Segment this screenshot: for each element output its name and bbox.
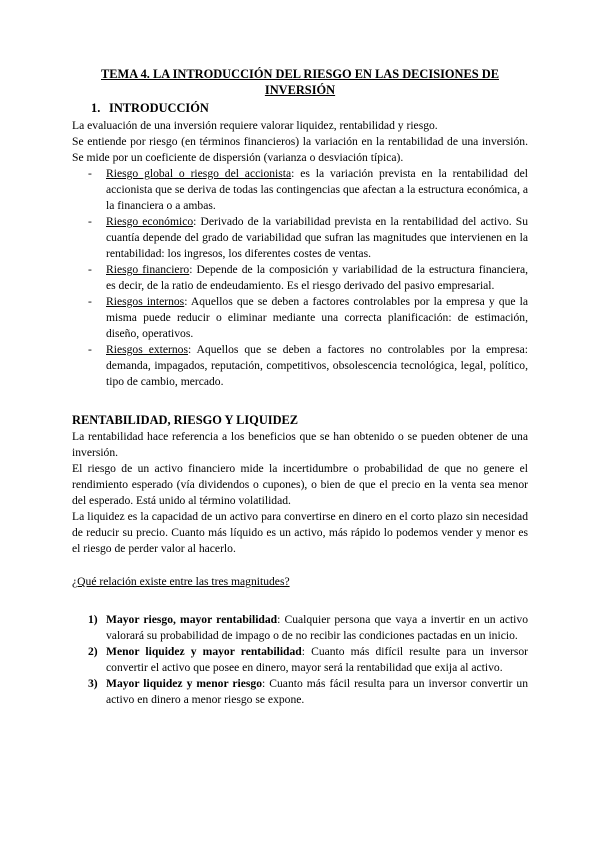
- list-item-riesgo-economico: [72, 214, 528, 262]
- section-title: INTRODUCCIÓN: [109, 101, 209, 115]
- item-text: : Cuanto más fácil resulta para un inversor convertir un activo en dinero a menor riesgo se expone.: [106, 677, 529, 706]
- list-item-text: : Derivado de la variabilidad prevista en la rentabilidad del activo. Su cuantía depende del grado de variabilidad que sufran las magnitudes que intervienen en la rentabilidad: los ingresos, los diferentes costes de ventas.: [106, 215, 529, 260]
- list-item-relation-1: [72, 612, 528, 644]
- list-item-term: Riesgo financiero: [106, 263, 190, 276]
- item-text: : Cuanto más difícil resulte para un inversor convertir el activo que posee en dinero, mayor será la rentabilidad que exija al activo.: [106, 645, 528, 674]
- question-text: ¿Qué relación existe entre las tres magnitudes?: [72, 575, 290, 588]
- item-number: 3): [88, 677, 98, 690]
- dash-bullet: -: [88, 167, 92, 180]
- document-page: [72, 66, 528, 708]
- dash-bullet: -: [88, 215, 92, 228]
- dash-bullet: -: [88, 295, 92, 308]
- list-item-riesgos-externos: [72, 342, 528, 390]
- section-number: 1.: [91, 101, 101, 115]
- list-item-term: Riesgos internos: [106, 295, 185, 308]
- relations-list: [72, 612, 528, 708]
- rentabilidad-paragraph: La rentabilidad hace referencia a los beneficios que se han obtenido o se pueden obtener de una inversión.: [72, 430, 528, 459]
- list-item-relation-2: [72, 644, 528, 676]
- document-title: TEMA 4. LA INTRODUCCIÓN DEL RIESGO EN LAS DECISIONES DE INVERSIÓN: [101, 67, 499, 97]
- item-number: 2): [88, 645, 98, 658]
- list-item-term: Riesgos externos: [106, 343, 188, 356]
- list-item-text: : es la variación prevista en la rentabilidad del accionista que se deriva de todas las contingencias que afectan a la estructura económica, a la financiera o a ambas.: [106, 167, 529, 212]
- item-text: : Cualquier persona que vaya a invertir en un activo valorará su probabilidad de impago o de no recibir las condiciones pactadas en un inicio.: [106, 613, 528, 642]
- list-item-term: Riesgo económico: [106, 215, 194, 228]
- list-item-text: : Aquellos que se deben a factores no controlables por la empresa: demanda, impagados, reputación, competitivos, obsolescencia tecnológica, legal, político, tipo de cambio, mercado.: [106, 343, 528, 388]
- risk-types-list: [72, 166, 528, 390]
- item-bold-lead: Mayor liquidez y menor riesgo: [106, 677, 263, 690]
- list-item-text: : Depende de la composición y variabilidad de la estructura financiera, es decir, de la ratio de endeudamiento. Es el riesgo derivado del pasivo empresarial.: [106, 263, 528, 292]
- item-bold-lead: Mayor riesgo, mayor rentabilidad: [106, 613, 278, 626]
- list-item-riesgo-global: [72, 166, 528, 214]
- list-item-text: : Aquellos que se deben a factores controlables por la empresa y que la misma puede reducir o eliminar mediante una correcta planificación: de estimación, diseño, operativos.: [106, 295, 528, 340]
- riesgo-paragraph: El riesgo de un activo financiero mide la incertidumbre o probabilidad de que no genere el rendimiento esperado (vía dividendos o cupones), o bien de que el precio en la venta sea menor del esperado. Está unido al término volatilidad.: [72, 462, 528, 507]
- dash-bullet: -: [88, 263, 92, 276]
- liquidez-paragraph: La liquidez es la capacidad de un activo para convertirse en dinero en el corto plazo sin necesidad de reducir su precio. Cuanto más líquido es un activo, más rápido lo podemos vender y menor es el riesgo de perder valor al hacerlo.: [72, 510, 528, 555]
- dash-bullet: -: [88, 343, 92, 356]
- intro-paragraph-1: La evaluación de una inversión requiere valorar liquidez, rentabilidad y riesgo.: [72, 119, 438, 132]
- section-heading-introduccion: [91, 100, 528, 116]
- list-item-term: Riesgo global o riesgo del accionista: [106, 167, 292, 180]
- intro-paragraph-2: Se entiende por riesgo (en términos financieros) la variación en la rentabilidad de una inversión. Se mide por un coeficiente de dispersión (varianza o desviación típica).: [72, 135, 528, 164]
- list-item-riesgo-financiero: [72, 262, 528, 294]
- section-heading-rentabilidad: RENTABILIDAD, RIESGO Y LIQUIDEZ: [72, 413, 299, 427]
- list-item-relation-3: [72, 676, 528, 708]
- item-number: 1): [88, 613, 98, 626]
- list-item-riesgos-internos: [72, 294, 528, 342]
- item-bold-lead: Menor liquidez y mayor rentabilidad: [106, 645, 302, 658]
